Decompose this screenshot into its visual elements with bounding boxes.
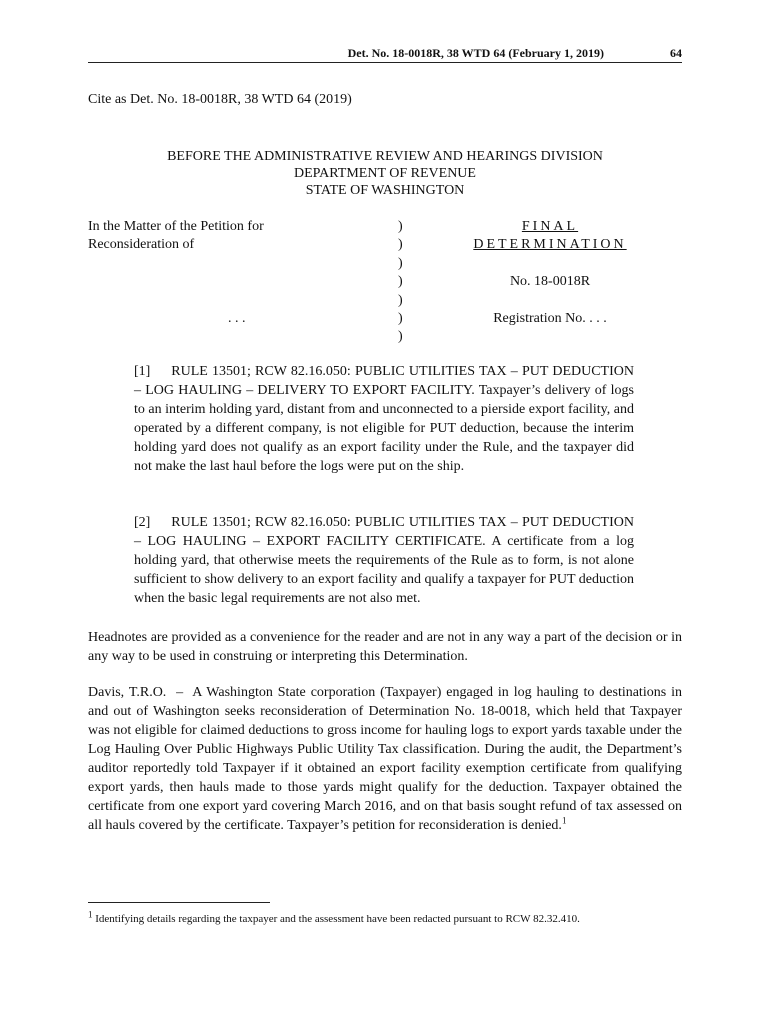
caption-parentheses (398, 218, 412, 347)
headnote-2: [2] RULE 13501; RCW 82.16.050: PUBLIC UTILITIES TAX – PUT DEDUCTION – LOG HAULING – EXPORT FACILITY CERTIFICATE. A certificate from a log holding yard, that otherwise meets the requirements of the Rule as to form, is not alone sufficient to show delivery to an export facility and qualify a taxpayer for PUT deduction when the basic legal requirements are not also met. (134, 515, 638, 606)
paren: ) (398, 311, 403, 327)
paren: ) (398, 255, 403, 271)
agency-line-1: BEFORE THE ADMINISTRATIVE REVIEW AND HEARINGS DIVISION (167, 149, 603, 164)
caption-party-redacted: . . . (228, 311, 246, 326)
body-paragraph (88, 683, 686, 835)
agency-line-2: DEPARTMENT OF REVENUE (294, 166, 476, 181)
determination-title-final: FINAL (521, 219, 579, 234)
determination-title-determination: DETERMINATION (473, 237, 627, 253)
agency-line-3: STATE OF WASHINGTON (305, 183, 465, 198)
registration-number: Registration No. . . . (493, 311, 607, 326)
caption-reconsideration-line: Reconsideration of (88, 237, 195, 253)
header-citation: Det. No. 18-0018R, 38 WTD 64 (February 1, 2019) (347, 46, 604, 60)
paren: ) (398, 274, 403, 290)
header-page-number: 64 (670, 46, 682, 60)
running-header (88, 44, 682, 63)
footnote-divider (88, 902, 270, 903)
case-caption (88, 218, 682, 358)
caption-left (88, 218, 368, 326)
footnote-text: Identifying details regarding the taxpayer and the assessment have been redacted pursuant to RCW 82.32.410. (95, 913, 580, 925)
paren: ) (398, 329, 403, 345)
paren: ) (398, 237, 403, 253)
body-paragraph-text: Davis, T.R.O. – A Washington State corporation (Taxpayer) engaged in log hauling to destinations in and out of Washington seeks reconsideration of Determination No. 18-0018, which held that Taxpayer was not eligible for claimed deductions to gross income for hauling logs to export yards taxable under the Log Hauling Over Public Highways Public Utility Tax classification. During the audit, the Department’s auditor reportedly told Taxpayer if it obtained an export facility exemption certificate from qualifying export yards, then hauls made to those yards might qualify for the deduction. Taxpayer obtained the certificate from one export yard covering March 2016, and on that basis sought refund of tax assessed on all hauls covered by the certificate. Taxpayer’s petition for reconsideration is denied. (88, 685, 686, 833)
headnote-1: [1] RULE 13501; RCW 82.16.050: PUBLIC UTILITIES TAX – PUT DEDUCTION – LOG HAULING – DELIVERY TO EXPORT FACILITY. Taxpayer’s delivery of logs to an interim holding yard, distant from and unconnected to a pierside export facility, and operated by a different company, is not eligible for PUT deduction, because the interim holding yard does not qualify as an export facility under the Rule, and the taxpayer did not make the last haul before the logs were put on the ship. (134, 364, 638, 474)
cite-as-line: Cite as Det. No. 18-0018R, 38 WTD 64 (2019) (88, 92, 352, 107)
footnote-reference: 1 (561, 815, 567, 826)
headnote-disclaimer: Headnotes are provided as a convenience for the reader and are not in any way a part of the decision or in any way to be used in construing or interpreting this Determination. (88, 630, 682, 664)
caption-right (418, 218, 682, 328)
footnote (88, 909, 682, 926)
paren: ) (398, 292, 403, 308)
caption-petition-line: In the Matter of the Petition for (88, 219, 264, 234)
paren: ) (398, 219, 403, 234)
footnote-marker: 1 (88, 909, 93, 920)
determination-number: No. 18-0018R (509, 274, 591, 290)
